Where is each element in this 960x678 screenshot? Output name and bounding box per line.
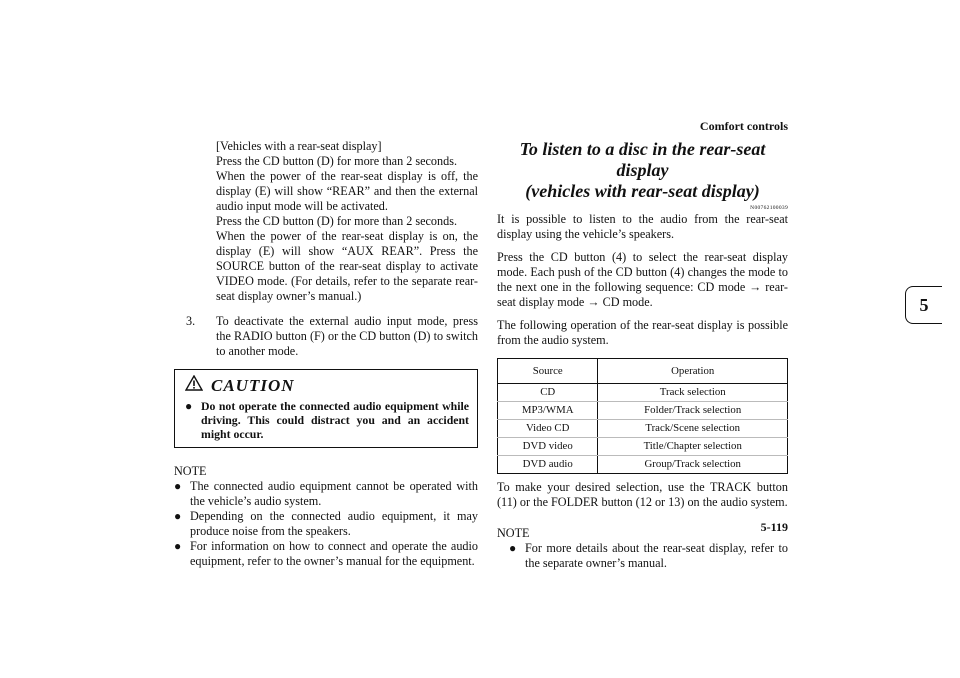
paragraph: It is possible to listen to the audio from the rear-seat display using the vehicle’s speakers. [497, 212, 788, 241]
caution-title: CAUTION [211, 375, 295, 395]
table-row [498, 438, 788, 456]
table-header-row [498, 359, 788, 384]
paragraph: Press the CD button (4) to select the rear-seat display mode. Each push of the CD button (4) changes the mode to the next one in the following sequence: CD mode → rear-seat display mode → CD mode. [497, 250, 788, 309]
section-title-line2: (vehicles with rear-seat display) [525, 181, 760, 201]
table-cell: Group/Track selection [598, 456, 788, 474]
warning-triangle-icon [185, 375, 203, 395]
table-cell: Title/Chapter selection [598, 438, 788, 456]
section-header-title: Comfort controls [699, 119, 788, 133]
note-item [174, 479, 478, 509]
note-text: For information on how to connect and operate the audio equipment, refer to the owner’s manual for the equipment. [190, 539, 478, 568]
table-cell: MP3/WMA [498, 402, 598, 420]
table-cell: Track/Scene selection [598, 420, 788, 438]
note-text: The connected audio equipment cannot be operated with the vehicle’s audio system. [190, 479, 478, 508]
instruction-line: Press the CD button (D) for more than 2 seconds. [216, 214, 458, 228]
instruction-line: [Vehicles with a rear-seat display] [216, 139, 382, 153]
right-column [497, 139, 788, 571]
operation-table [497, 358, 788, 474]
caution-text: Do not operate the connected audio equipment while driving. This could distract you and an accident might occur. [201, 399, 469, 441]
step-3 [174, 314, 478, 359]
note-text: Depending on the connected audio equipment, it may produce noise from the speakers. [190, 509, 478, 538]
caution-box [174, 369, 478, 448]
bullet-icon: ● [174, 509, 182, 523]
bullet-icon: ● [509, 541, 517, 555]
instruction-line: Press the CD button (D) for more than 2 seconds. [216, 154, 458, 168]
section-title-line1: To listen to a disc in the rear-seat display [519, 139, 766, 180]
table-row [498, 420, 788, 438]
rear-seat-instructions [174, 139, 478, 304]
section-code: N00762100039 [750, 205, 788, 211]
note-item [174, 539, 478, 569]
section-title [497, 139, 788, 202]
left-column [174, 139, 478, 569]
table-header: Source [498, 359, 598, 384]
caution-header [185, 375, 469, 395]
caution-item [185, 399, 469, 441]
note-label: NOTE [497, 526, 530, 540]
table-cell: DVD audio [498, 456, 598, 474]
table-cell: CD [498, 384, 598, 402]
table-row [498, 456, 788, 474]
instruction-line: When the power of the rear-seat display is off, the display (E) will show “REAR” and then the external audio input mode will be activated. [216, 169, 478, 213]
note-label: NOTE [174, 464, 207, 478]
instruction-line: When the power of the rear-seat display is on, the display (E) will show “AUX REAR”. Press the SOURCE button of the rear-seat display to activate VIDEO mode. (For details, refer to the separate rear-seat display owner’s manual.) [216, 229, 478, 303]
bullet-icon: ● [174, 479, 182, 493]
note-text: For more details about the rear-seat display, refer to the separate owner’s manual. [525, 541, 788, 570]
note-item [497, 541, 788, 571]
table-row [498, 402, 788, 420]
bullet-icon: ● [174, 539, 182, 553]
table-row [498, 384, 788, 402]
page-number: 5-119 [760, 520, 788, 534]
table-cell: Folder/Track selection [598, 402, 788, 420]
table-cell: Track selection [598, 384, 788, 402]
step-text: To deactivate the external audio input mode, press the RADIO button (F) or the CD button (D) to switch to another mode. [216, 314, 478, 358]
note-item [174, 509, 478, 539]
step-number: 3. [186, 314, 196, 328]
table-header: Operation [598, 359, 788, 384]
paragraph: To make your desired selection, use the TRACK button (11) or the FOLDER button (12 or 13) on the audio system. [497, 480, 788, 509]
table-cell: Video CD [498, 420, 598, 438]
bullet-icon: ● [185, 399, 193, 413]
paragraph: The following operation of the rear-seat display is possible from the audio system. [497, 318, 788, 347]
table-cell: DVD video [498, 438, 598, 456]
chapter-tab: 5 [905, 286, 942, 324]
